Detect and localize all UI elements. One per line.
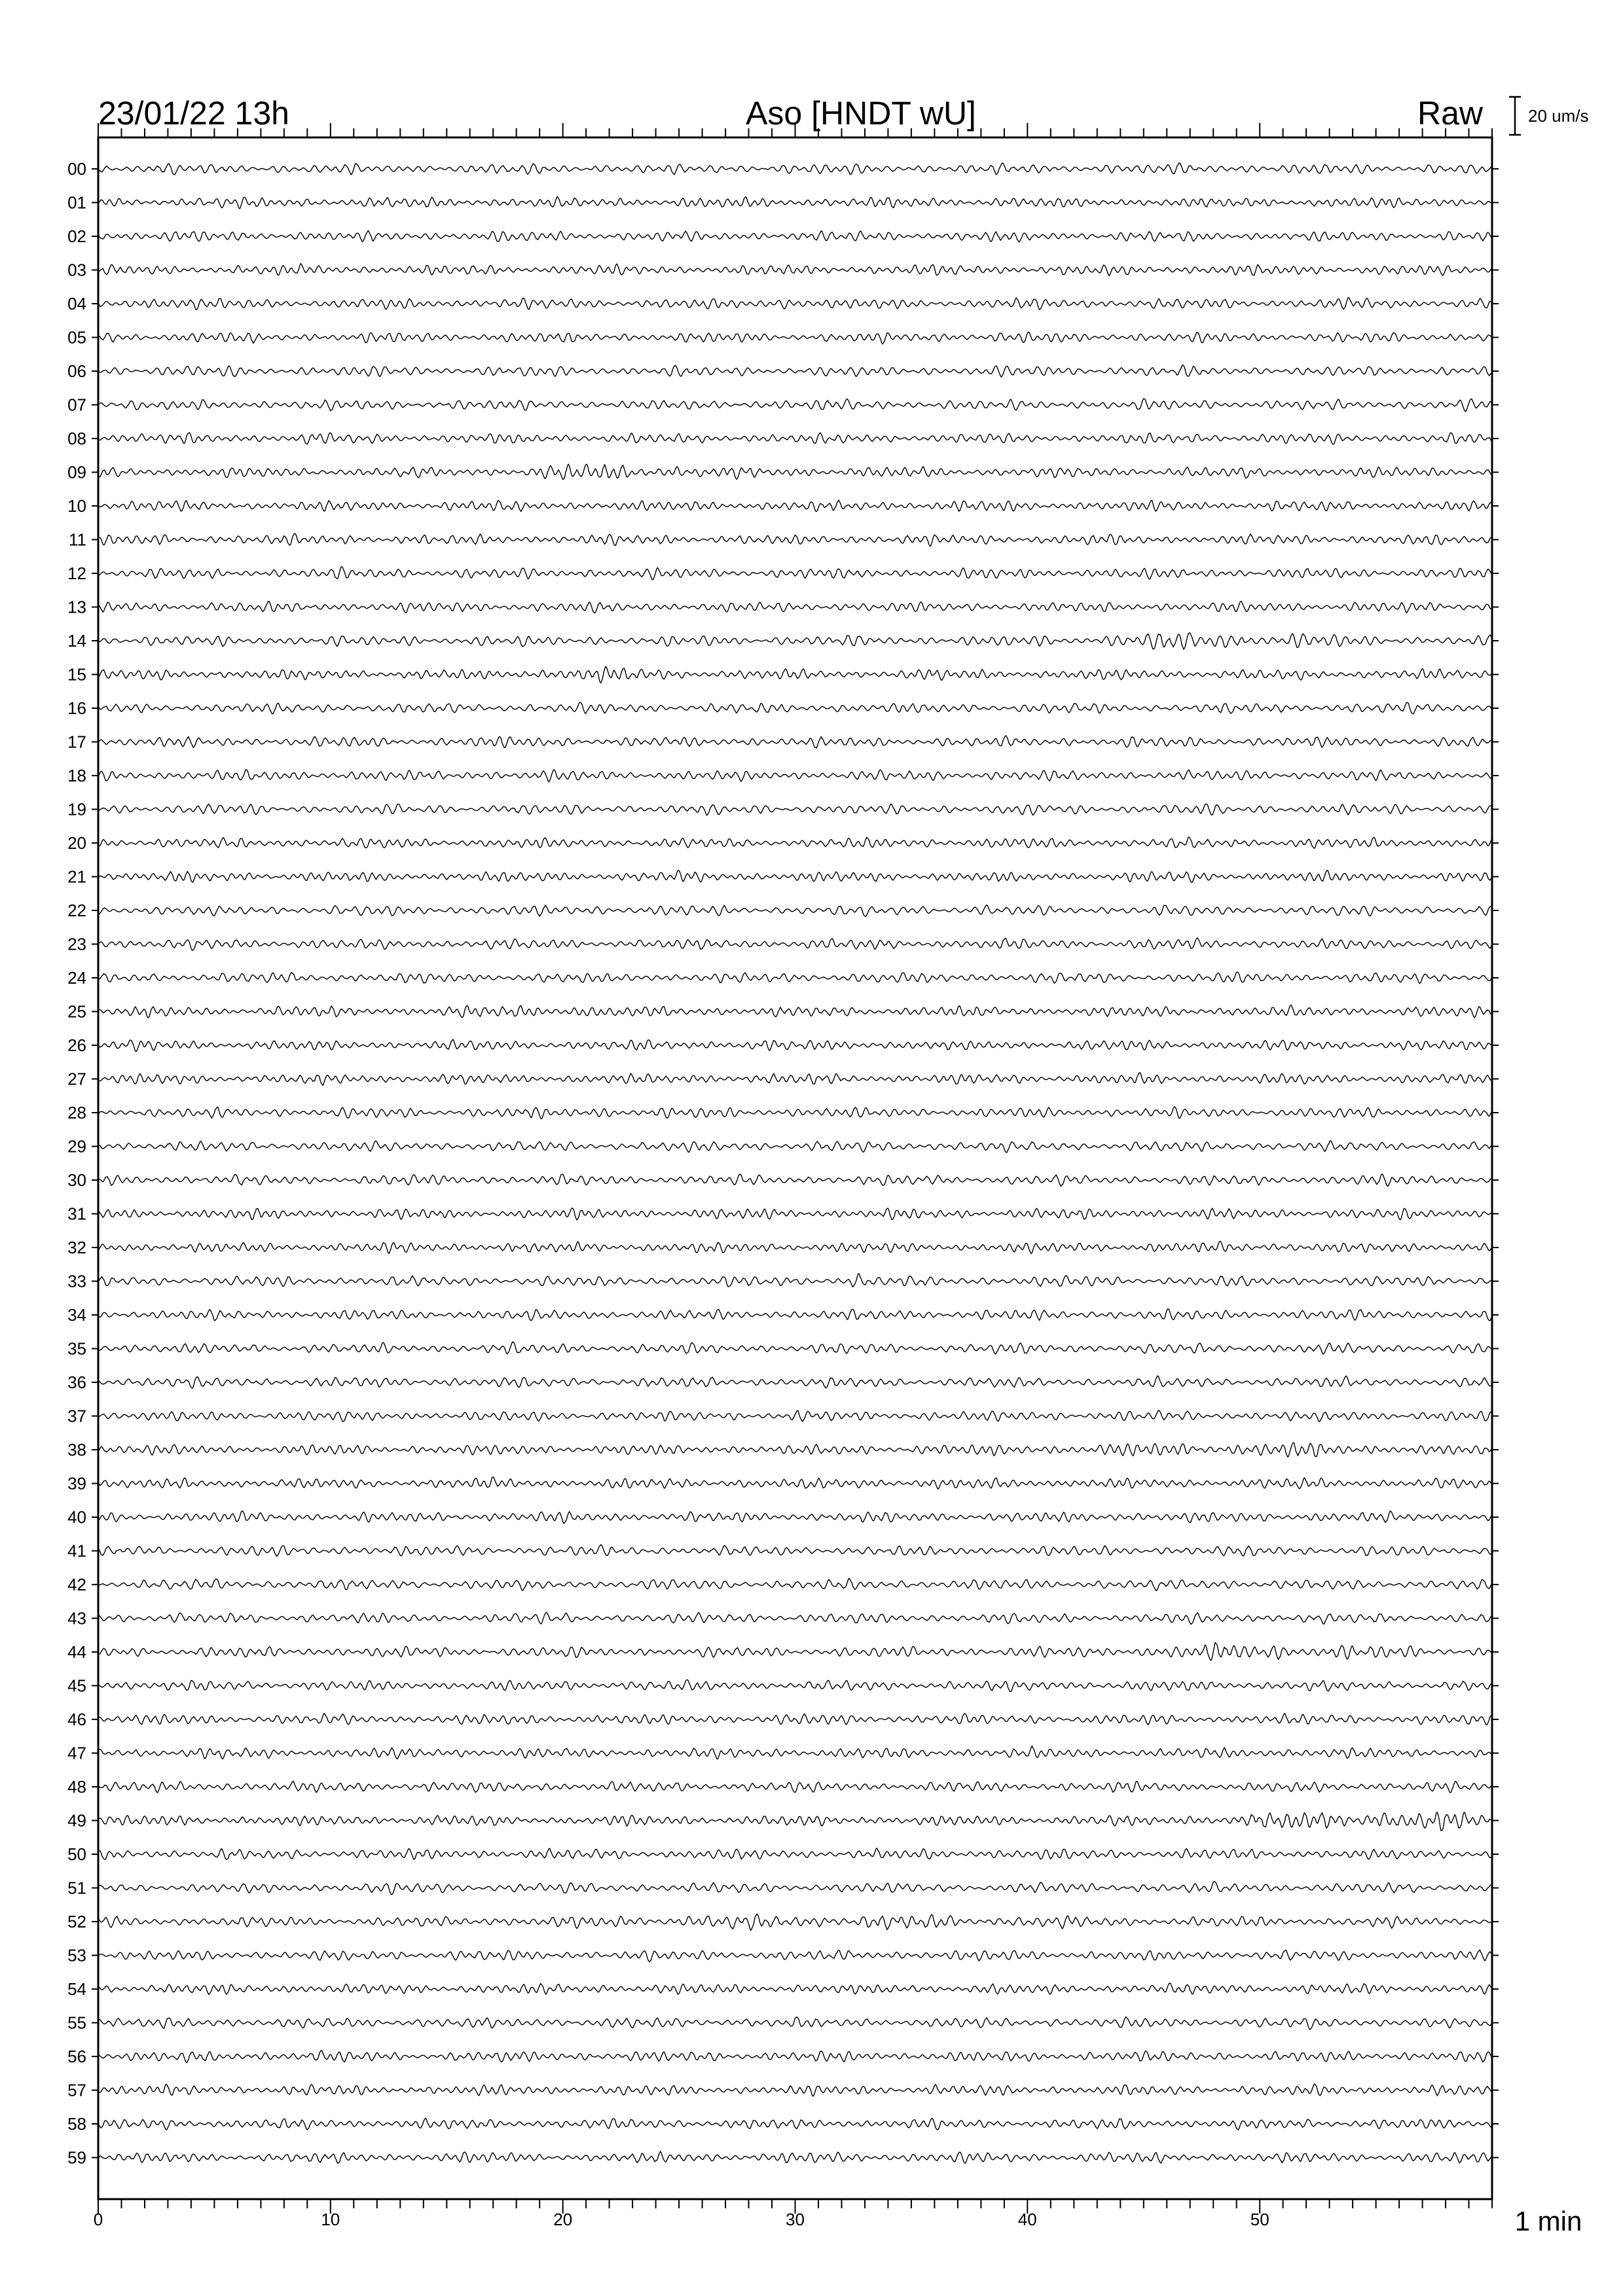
row-label: 35 (67, 1338, 86, 1359)
row-label: 55 (67, 2013, 86, 2033)
trace-line (98, 1376, 1492, 1388)
row-label: 07 (67, 395, 86, 415)
row-label: 57 (67, 2080, 86, 2100)
trace-line (98, 1882, 1492, 1895)
trace-line (98, 1511, 1492, 1524)
x-tick-labels (94, 2210, 1269, 2229)
trace-line (98, 1309, 1492, 1321)
trace-line (98, 633, 1492, 649)
trace-line (98, 1039, 1492, 1052)
row-labels (67, 159, 86, 2168)
row-label: 26 (67, 1035, 86, 1055)
trace-line (98, 1643, 1492, 1660)
trace-line (98, 1578, 1492, 1590)
trace-line (98, 365, 1492, 378)
scale-bar (1509, 97, 1589, 135)
trace-line (98, 870, 1492, 883)
row-label: 53 (67, 1945, 86, 1965)
trace-line (98, 1274, 1492, 1287)
traces (92, 163, 1499, 2164)
row-label: 28 (67, 1103, 86, 1122)
row-label: 36 (67, 1372, 86, 1392)
trace-line (98, 1107, 1492, 1119)
row-label: 08 (67, 429, 86, 448)
trace-line (98, 938, 1492, 950)
trace-line (98, 972, 1492, 983)
trace-line (98, 1812, 1492, 1831)
row-label: 17 (67, 732, 86, 752)
row-label: 41 (67, 1541, 86, 1561)
row-label: 48 (67, 1777, 86, 1797)
row-label: 11 (69, 529, 86, 550)
trace-line (98, 2151, 1492, 2163)
trace-line (98, 1242, 1492, 1254)
trace-line (98, 298, 1492, 310)
row-label: 12 (67, 564, 86, 583)
row-label: 15 (67, 664, 86, 685)
row-label: 39 (67, 1473, 86, 1494)
row-label: 29 (67, 1136, 86, 1157)
x-tick-label: 0 (93, 2210, 103, 2229)
row-label: 24 (67, 968, 86, 988)
row-label: 18 (67, 766, 86, 785)
row-label: 00 (67, 159, 86, 179)
trace-line (98, 433, 1492, 444)
row-label: 21 (67, 867, 86, 887)
trace-line (98, 264, 1492, 276)
trace-line (98, 837, 1492, 848)
trace-line (98, 1781, 1492, 1793)
row-label: 05 (67, 327, 86, 348)
trace-line (98, 2051, 1492, 2063)
row-label: 38 (67, 1440, 86, 1460)
trace-line (98, 567, 1492, 580)
row-label: 02 (67, 226, 86, 246)
header (98, 95, 1589, 135)
trace-line (98, 804, 1492, 816)
row-label: 40 (67, 1507, 86, 1527)
trace-line (98, 500, 1492, 511)
row-label: 47 (67, 1743, 86, 1763)
trace-line (98, 1141, 1492, 1153)
row-label: 42 (67, 1575, 86, 1594)
station-title: Aso [HNDT wU] (746, 95, 976, 132)
row-label: 44 (67, 1642, 86, 1662)
trace-line (98, 736, 1492, 748)
trace-line (98, 1073, 1492, 1086)
trace-line (98, 1680, 1492, 1692)
row-label: 43 (67, 1608, 86, 1628)
trace-line (98, 1848, 1492, 1859)
trace-line (98, 2017, 1492, 2030)
row-label: 31 (67, 1204, 86, 1224)
trace-line (98, 905, 1492, 917)
x-tick-label: 30 (786, 2210, 805, 2229)
row-label: 03 (67, 260, 86, 280)
trace-line (98, 1613, 1492, 1624)
trace-line (98, 196, 1492, 209)
row-label: 25 (67, 1001, 86, 1022)
x-tick-label: 20 (553, 2210, 573, 2229)
minute-ticks (98, 123, 1492, 2214)
row-label: 51 (67, 1878, 86, 1898)
trace-line (98, 1208, 1492, 1220)
row-label: 01 (67, 192, 86, 213)
row-label: 58 (67, 2114, 86, 2134)
row-label: 50 (67, 1844, 86, 1864)
trace-line (98, 1746, 1492, 1759)
trace-line (98, 1713, 1492, 1725)
row-label: 14 (67, 631, 86, 651)
row-label: 46 (67, 1710, 86, 1729)
row-label: 49 (67, 1810, 86, 1831)
row-label: 45 (67, 1676, 86, 1696)
trace-line (98, 1005, 1492, 1018)
trace-line (98, 1443, 1492, 1457)
trace-line (98, 231, 1492, 242)
trace-line (98, 702, 1492, 714)
row-label: 27 (67, 1069, 86, 1089)
x-unit-label: 1 min (1514, 2206, 1582, 2236)
trace-line (98, 1950, 1492, 1962)
trace-line (98, 1914, 1492, 1930)
datetime-label: 23/01/22 13h (98, 95, 289, 132)
row-label: 54 (67, 1979, 86, 1999)
trace-line (98, 770, 1492, 782)
mode-label: Raw (1417, 95, 1483, 132)
row-label: 56 (67, 2047, 86, 2066)
row-label: 19 (67, 799, 86, 819)
trace-line (98, 601, 1492, 613)
row-label: 32 (67, 1238, 86, 1257)
trace-line (98, 1410, 1492, 1422)
trace-line (98, 1174, 1492, 1187)
trace-line (98, 533, 1492, 546)
row-label: 59 (67, 2147, 86, 2168)
row-label: 16 (67, 698, 86, 718)
trace-line (98, 1342, 1492, 1354)
row-label: 22 (67, 901, 86, 920)
trace-line (98, 163, 1492, 175)
x-tick-label: 50 (1250, 2210, 1269, 2229)
trace-line (98, 464, 1492, 479)
row-label: 13 (67, 597, 86, 617)
x-tick-label: 10 (321, 2210, 340, 2229)
row-label: 20 (67, 833, 86, 853)
row-label: 52 (67, 1912, 86, 1931)
row-label: 33 (67, 1271, 86, 1291)
trace-line (98, 2119, 1492, 2130)
row-label: 10 (67, 496, 86, 516)
trace-line (98, 1545, 1492, 1556)
trace-line (98, 399, 1492, 412)
row-label: 30 (67, 1170, 86, 1190)
trace-line (98, 1477, 1492, 1490)
row-label: 04 (67, 294, 86, 314)
row-label: 06 (67, 361, 86, 381)
trace-line (98, 332, 1492, 344)
x-tick-label: 40 (1017, 2210, 1037, 2229)
plot-frame (98, 137, 1492, 2199)
row-label: 34 (67, 1305, 86, 1325)
row-label: 23 (67, 934, 86, 954)
row-label: 09 (67, 462, 86, 482)
trace-line (98, 2084, 1492, 2096)
scale-bar-label: 20 um/s (1528, 106, 1589, 126)
row-label: 37 (67, 1406, 86, 1426)
trace-line (98, 1983, 1492, 1994)
trace-line (98, 666, 1492, 683)
